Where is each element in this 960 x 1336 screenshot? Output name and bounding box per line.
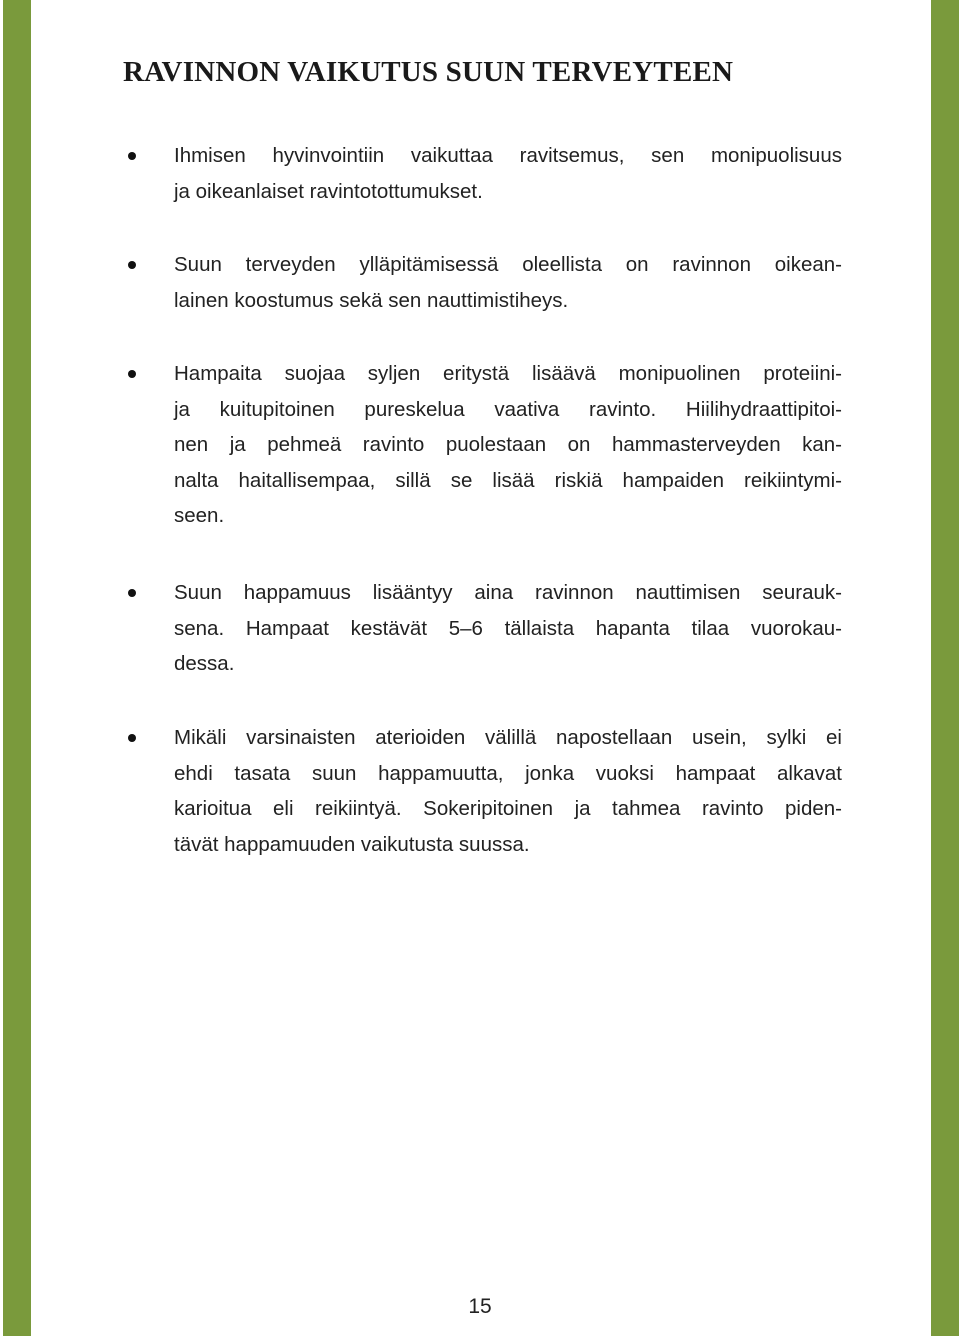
right-border-bar [931,0,959,1336]
text-line: nen ja pehmeä ravinto puolestaan on hammasterveyden kan- [174,433,842,456]
bullet-icon [128,589,136,597]
text-line: nalta haitallisempaa, sillä se lisää riskiä hampaiden reikiintymi- [174,468,842,492]
bullet-text [174,575,842,682]
text-line: Ihmisen hyvinvointiin vaikuttaa ravitsemus, sen monipuolisuus [174,144,842,167]
bullet-icon [128,261,136,269]
page-number: 15 [468,1295,492,1318]
text-line: Mikäli varsinaisten aterioiden välillä napostellaan usein, sylki ei [174,726,842,749]
text-line: tävät happamuuden vaikutusta suussa. [174,832,530,856]
text-line: Suun terveyden ylläpitämisessä oleellista on ravinnon oikean- [174,253,842,276]
text-line: ja oikeanlaiset ravintotottumukset. [174,179,483,203]
bullet-text [174,720,842,862]
bullet-icon [128,152,136,160]
text-line: ja kuitupitoinen pureskelua vaativa ravinto. Hiilihydraattipitoi- [174,397,842,421]
text-line: dessa. [174,652,235,675]
text-line: ehdi tasata suun happamuutta, jonka vuoksi hampaat alkavat [174,761,842,785]
text-line: sena. Hampaat kestävät 5–6 tällaista hapanta tilaa vuorokau- [174,616,842,640]
text-line: lainen koostumus sekä sen nauttimistiheys. [174,288,569,312]
text-line: Hampaita suojaa syljen eritystä lisäävä monipuolinen proteiini- [174,362,842,385]
bullet-icon [128,734,136,742]
text-line: seen. [174,504,225,527]
text-line: karioitua eli reikiintyä. Sokeripitoinen ja tahmea ravinto piden- [174,797,842,820]
bullet-text [174,138,842,209]
page-title: RAVINNON VAIKUTUS SUUN TERVEYTEEN [123,56,734,88]
left-border-bar [3,0,31,1336]
bullet-text [174,356,842,534]
text-line: Suun happamuus lisääntyy aina ravinnon nauttimisen seurauk- [174,581,842,604]
bullet-text [174,247,842,318]
bullet-icon [128,370,136,378]
